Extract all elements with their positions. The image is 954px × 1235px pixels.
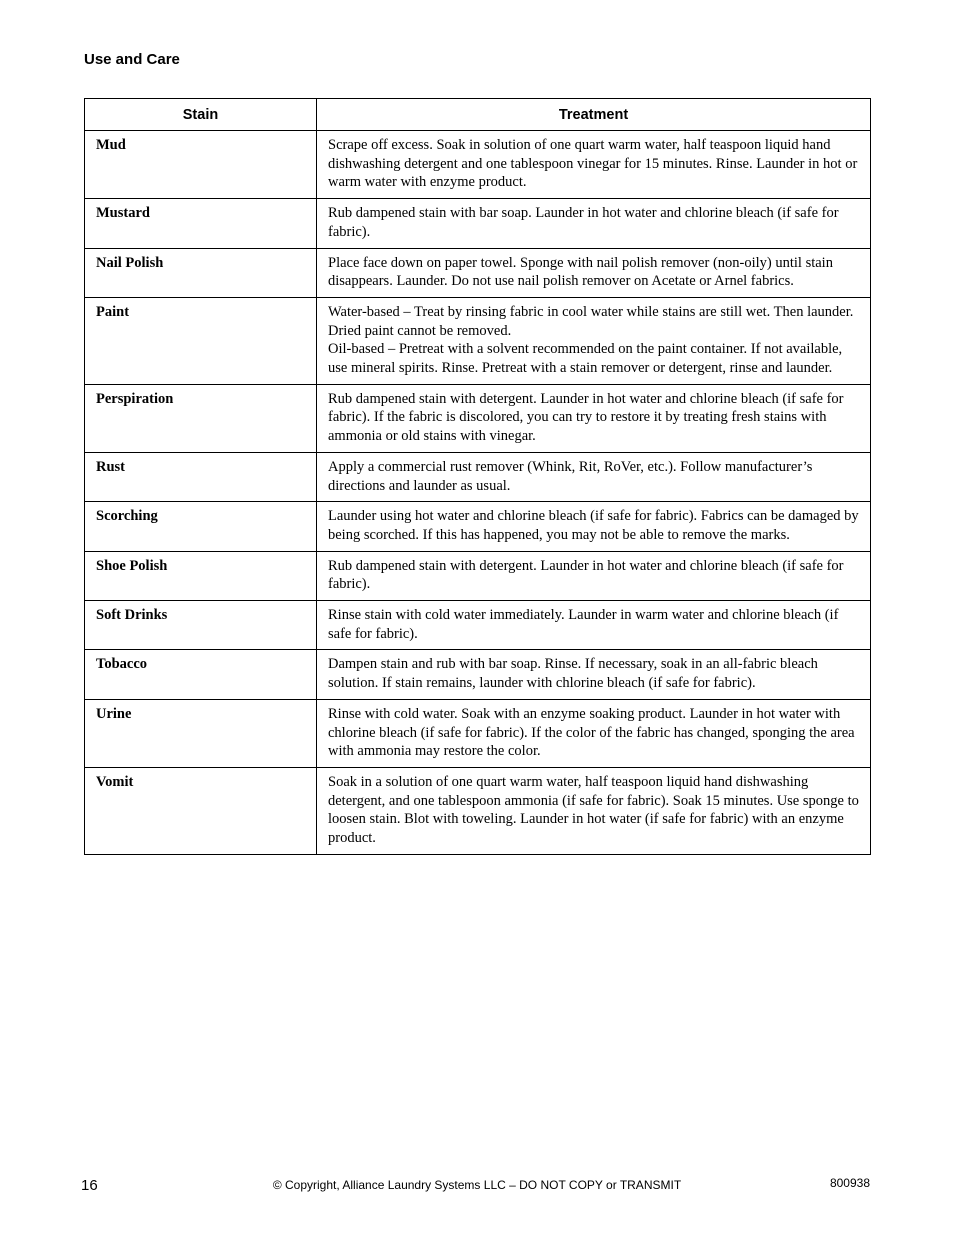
table-row: [85, 551, 871, 600]
treatment-cell: [317, 248, 871, 297]
treatment-paragraph: Oil-based – Pretreat with a solvent recommended on the paint container. If not available, use mineral spirits. Rinse. Pretreat with a stain remover or detergent, rinse and launder.: [328, 341, 843, 377]
copyright-notice: © Copyright, Alliance Laundry Systems LLC – DO NOT COPY or TRANSMIT: [272, 1178, 682, 1192]
table-header-row: [85, 99, 871, 131]
treatment-paragraph: Water-based – Treat by rinsing fabric in cool water while stains are still wet. Then launder. Dried paint cannot be removed.: [328, 303, 854, 339]
stain-name-cell: Shoe Polish: [85, 551, 317, 600]
stain-name-cell: Scorching: [85, 502, 317, 551]
table-row: [85, 699, 871, 767]
table-body: [85, 131, 871, 855]
treatment-cell: [317, 767, 871, 854]
treatment-cell: [317, 452, 871, 501]
table-row: [85, 384, 871, 452]
stain-name-cell: Mud: [85, 131, 317, 199]
table-row: [85, 650, 871, 699]
treatment-cell: [317, 601, 871, 650]
treatment-paragraph: Soak in a solution of one quart warm water, half teaspoon liquid hand dishwashing detergent, and one tablespoon ammonia (if safe for fabric). Soak 15 minutes. Use sponge to loosen stain. Blot with toweling. Launder in hot water (if safe for fabric) with an enzyme product.: [328, 773, 859, 847]
treatment-cell: [317, 297, 871, 384]
stain-name-cell: Paint: [85, 297, 317, 384]
stain-name-cell: Rust: [85, 452, 317, 501]
treatment-paragraph: Rinse with cold water. Soak with an enzyme soaking product. Launder in hot water with chlorine bleach (if safe for fabric). If the color of the fabric has changed, sponging the area with ammonia may restore the color.: [328, 705, 855, 760]
treatment-paragraph: Rub dampened stain with detergent. Launder in hot water and chlorine bleach (if safe for fabric).: [328, 557, 844, 593]
treatment-cell: [317, 199, 871, 248]
column-header-stain: Stain: [85, 99, 317, 131]
treatment-cell: [317, 384, 871, 452]
page-number: 16: [81, 1177, 98, 1194]
treatment-paragraph: Apply a commercial rust remover (Whink, Rit, RoVer, etc.). Follow manufacturer’s directions and launder as usual.: [328, 458, 813, 494]
stain-name-cell: Soft Drinks: [85, 601, 317, 650]
stain-name-cell: Vomit: [85, 767, 317, 854]
treatment-paragraph: Launder using hot water and chlorine bleach (if safe for fabric). Fabrics can be damaged by being scorched. If this has happened, you may not be able to remove the marks.: [328, 508, 859, 543]
table-row: [85, 601, 871, 650]
column-header-treatment: Treatment: [317, 99, 871, 131]
treatment-cell: [317, 131, 871, 199]
stain-name-cell: Nail Polish: [85, 248, 317, 297]
treatment-cell: [317, 502, 871, 551]
stain-treatment-table: [84, 98, 871, 855]
stain-name-cell: Urine: [85, 699, 317, 767]
section-title: Use and Care: [84, 51, 180, 68]
treatment-paragraph: Rinse stain with cold water immediately. Launder in warm water and chlorine bleach (if safe for fabric).: [328, 607, 839, 642]
table-row: [85, 767, 871, 854]
treatment-cell: [317, 551, 871, 600]
table-row: [85, 297, 871, 384]
treatment-cell: [317, 699, 871, 767]
treatment-paragraph: Dampen stain and rub with bar soap. Rinse. If necessary, soak in an all-fabric bleach solution. If stain remains, launder with chlorine bleach (if safe for fabric).: [328, 656, 818, 692]
table-row: [85, 502, 871, 551]
stain-name-cell: Perspiration: [85, 384, 317, 452]
table-row: [85, 199, 871, 248]
treatment-paragraph: Rub dampened stain with bar soap. Launder in hot water and chlorine bleach (if safe for fabric).: [328, 205, 839, 240]
stain-name-cell: Tobacco: [85, 650, 317, 699]
table-row: [85, 452, 871, 501]
table-row: [85, 131, 871, 199]
treatment-paragraph: Scrape off excess. Soak in solution of one quart warm water, half teaspoon liquid hand dishwashing detergent and one tablespoon vinegar for 15 minutes. Rinse. Launder in hot or warm water with enzyme product.: [328, 137, 858, 191]
document-number: 800938: [829, 1176, 870, 1190]
stain-name-cell: Mustard: [85, 199, 317, 248]
treatment-paragraph: Place face down on paper towel. Sponge with nail polish remover (non-oily) until stain disappears. Launder. Do not use nail polish remover on Acetate or Arnel fabrics.: [328, 254, 833, 290]
table-row: [85, 248, 871, 297]
treatment-cell: [317, 650, 871, 699]
treatment-paragraph: Rub dampened stain with detergent. Launder in hot water and chlorine bleach (if safe for fabric). If the fabric is discolored, you can try to restore it by treating fresh stains with ammonia or old stains with vinegar.: [328, 390, 844, 445]
